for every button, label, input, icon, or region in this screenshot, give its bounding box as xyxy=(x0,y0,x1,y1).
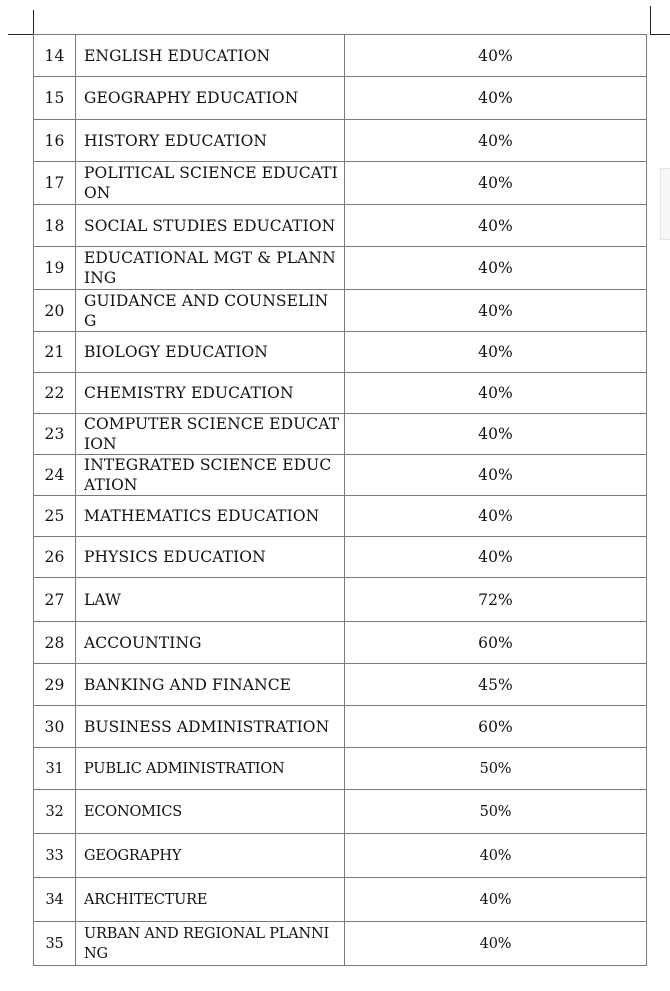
table-row xyxy=(34,922,647,966)
cutoff-percentage: 40% xyxy=(345,332,647,373)
row-number: 27 xyxy=(34,578,76,622)
table-row xyxy=(34,77,647,120)
cutoff-percentage: 50% xyxy=(345,748,647,790)
cutoff-percentage: 40% xyxy=(345,373,647,414)
course-name: GEOGRAPHY EDUCATION xyxy=(76,77,345,120)
row-number: 24 xyxy=(34,455,76,496)
cutoff-percentage: 40% xyxy=(345,290,647,332)
table-row xyxy=(34,35,647,77)
table-row xyxy=(34,414,647,455)
course-cutoff-table-body xyxy=(34,35,647,966)
table-row xyxy=(34,537,647,578)
crop-mark-top-left-horizontal xyxy=(8,34,34,35)
row-number: 14 xyxy=(34,35,76,77)
course-name: SOCIAL STUDIES EDUCATION xyxy=(76,205,345,247)
row-number: 35 xyxy=(34,922,76,966)
table-row xyxy=(34,205,647,247)
cutoff-percentage: 40% xyxy=(345,162,647,205)
course-name: CHEMISTRY EDUCATION xyxy=(76,373,345,414)
table-row xyxy=(34,120,647,162)
table-row xyxy=(34,290,647,332)
table-row xyxy=(34,664,647,706)
table-row xyxy=(34,622,647,664)
course-name: GUIDANCE AND COUNSELING xyxy=(76,290,345,332)
row-number: 30 xyxy=(34,706,76,748)
course-name: PUBLIC ADMINISTRATION xyxy=(76,748,345,790)
crop-mark-top-right-horizontal xyxy=(650,34,670,35)
crop-mark-top-right-vertical xyxy=(650,6,651,34)
table-row xyxy=(34,332,647,373)
cutoff-percentage: 40% xyxy=(345,878,647,922)
course-name: BIOLOGY EDUCATION xyxy=(76,332,345,373)
cutoff-percentage: 40% xyxy=(345,834,647,878)
cutoff-percentage: 60% xyxy=(345,706,647,748)
table-row xyxy=(34,373,647,414)
table-row xyxy=(34,748,647,790)
cutoff-percentage: 40% xyxy=(345,205,647,247)
row-number: 29 xyxy=(34,664,76,706)
cutoff-percentage: 40% xyxy=(345,496,647,537)
table-row xyxy=(34,578,647,622)
cutoff-percentage: 72% xyxy=(345,578,647,622)
row-number: 16 xyxy=(34,120,76,162)
cutoff-percentage: 40% xyxy=(345,455,647,496)
course-name: MATHEMATICS EDUCATION xyxy=(76,496,345,537)
row-number: 28 xyxy=(34,622,76,664)
table-row xyxy=(34,706,647,748)
row-number: 33 xyxy=(34,834,76,878)
cutoff-percentage: 45% xyxy=(345,664,647,706)
row-number: 17 xyxy=(34,162,76,205)
course-name: ACCOUNTING xyxy=(76,622,345,664)
table-row xyxy=(34,496,647,537)
course-name: LAW xyxy=(76,578,345,622)
table-row xyxy=(34,790,647,834)
row-number: 18 xyxy=(34,205,76,247)
cutoff-percentage: 40% xyxy=(345,77,647,120)
cutoff-percentage: 40% xyxy=(345,247,647,290)
cutoff-percentage: 40% xyxy=(345,922,647,966)
course-name: GEOGRAPHY xyxy=(76,834,345,878)
course-name: INTEGRATED SCIENCE EDUCATION xyxy=(76,455,345,496)
course-name: BUSINESS ADMINISTRATION xyxy=(76,706,345,748)
table-row xyxy=(34,878,647,922)
cutoff-percentage: 50% xyxy=(345,790,647,834)
table-row xyxy=(34,834,647,878)
row-number: 19 xyxy=(34,247,76,290)
course-cutoff-table xyxy=(33,34,647,966)
table-row xyxy=(34,247,647,290)
course-name: ARCHITECTURE xyxy=(76,878,345,922)
course-name: URBAN AND REGIONAL PLANNING xyxy=(76,922,345,966)
cutoff-percentage: 40% xyxy=(345,35,647,77)
cutoff-percentage: 40% xyxy=(345,414,647,455)
course-name: COMPUTER SCIENCE EDUCATION xyxy=(76,414,345,455)
course-name: EDUCATIONAL MGT & PLANNING xyxy=(76,247,345,290)
row-number: 34 xyxy=(34,878,76,922)
side-panel-edge xyxy=(660,168,670,240)
table-row xyxy=(34,455,647,496)
row-number: 32 xyxy=(34,790,76,834)
course-name: PHYSICS EDUCATION xyxy=(76,537,345,578)
row-number: 23 xyxy=(34,414,76,455)
course-name: BANKING AND FINANCE xyxy=(76,664,345,706)
row-number: 31 xyxy=(34,748,76,790)
row-number: 25 xyxy=(34,496,76,537)
crop-mark-top-left-vertical xyxy=(33,10,34,34)
course-name: ECONOMICS xyxy=(76,790,345,834)
course-name: POLITICAL SCIENCE EDUCATION xyxy=(76,162,345,205)
cutoff-percentage: 40% xyxy=(345,537,647,578)
row-number: 15 xyxy=(34,77,76,120)
row-number: 21 xyxy=(34,332,76,373)
course-name: ENGLISH EDUCATION xyxy=(76,35,345,77)
row-number: 20 xyxy=(34,290,76,332)
row-number: 22 xyxy=(34,373,76,414)
course-name: HISTORY EDUCATION xyxy=(76,120,345,162)
cutoff-percentage: 60% xyxy=(345,622,647,664)
table-row xyxy=(34,162,647,205)
cutoff-percentage: 40% xyxy=(345,120,647,162)
row-number: 26 xyxy=(34,537,76,578)
